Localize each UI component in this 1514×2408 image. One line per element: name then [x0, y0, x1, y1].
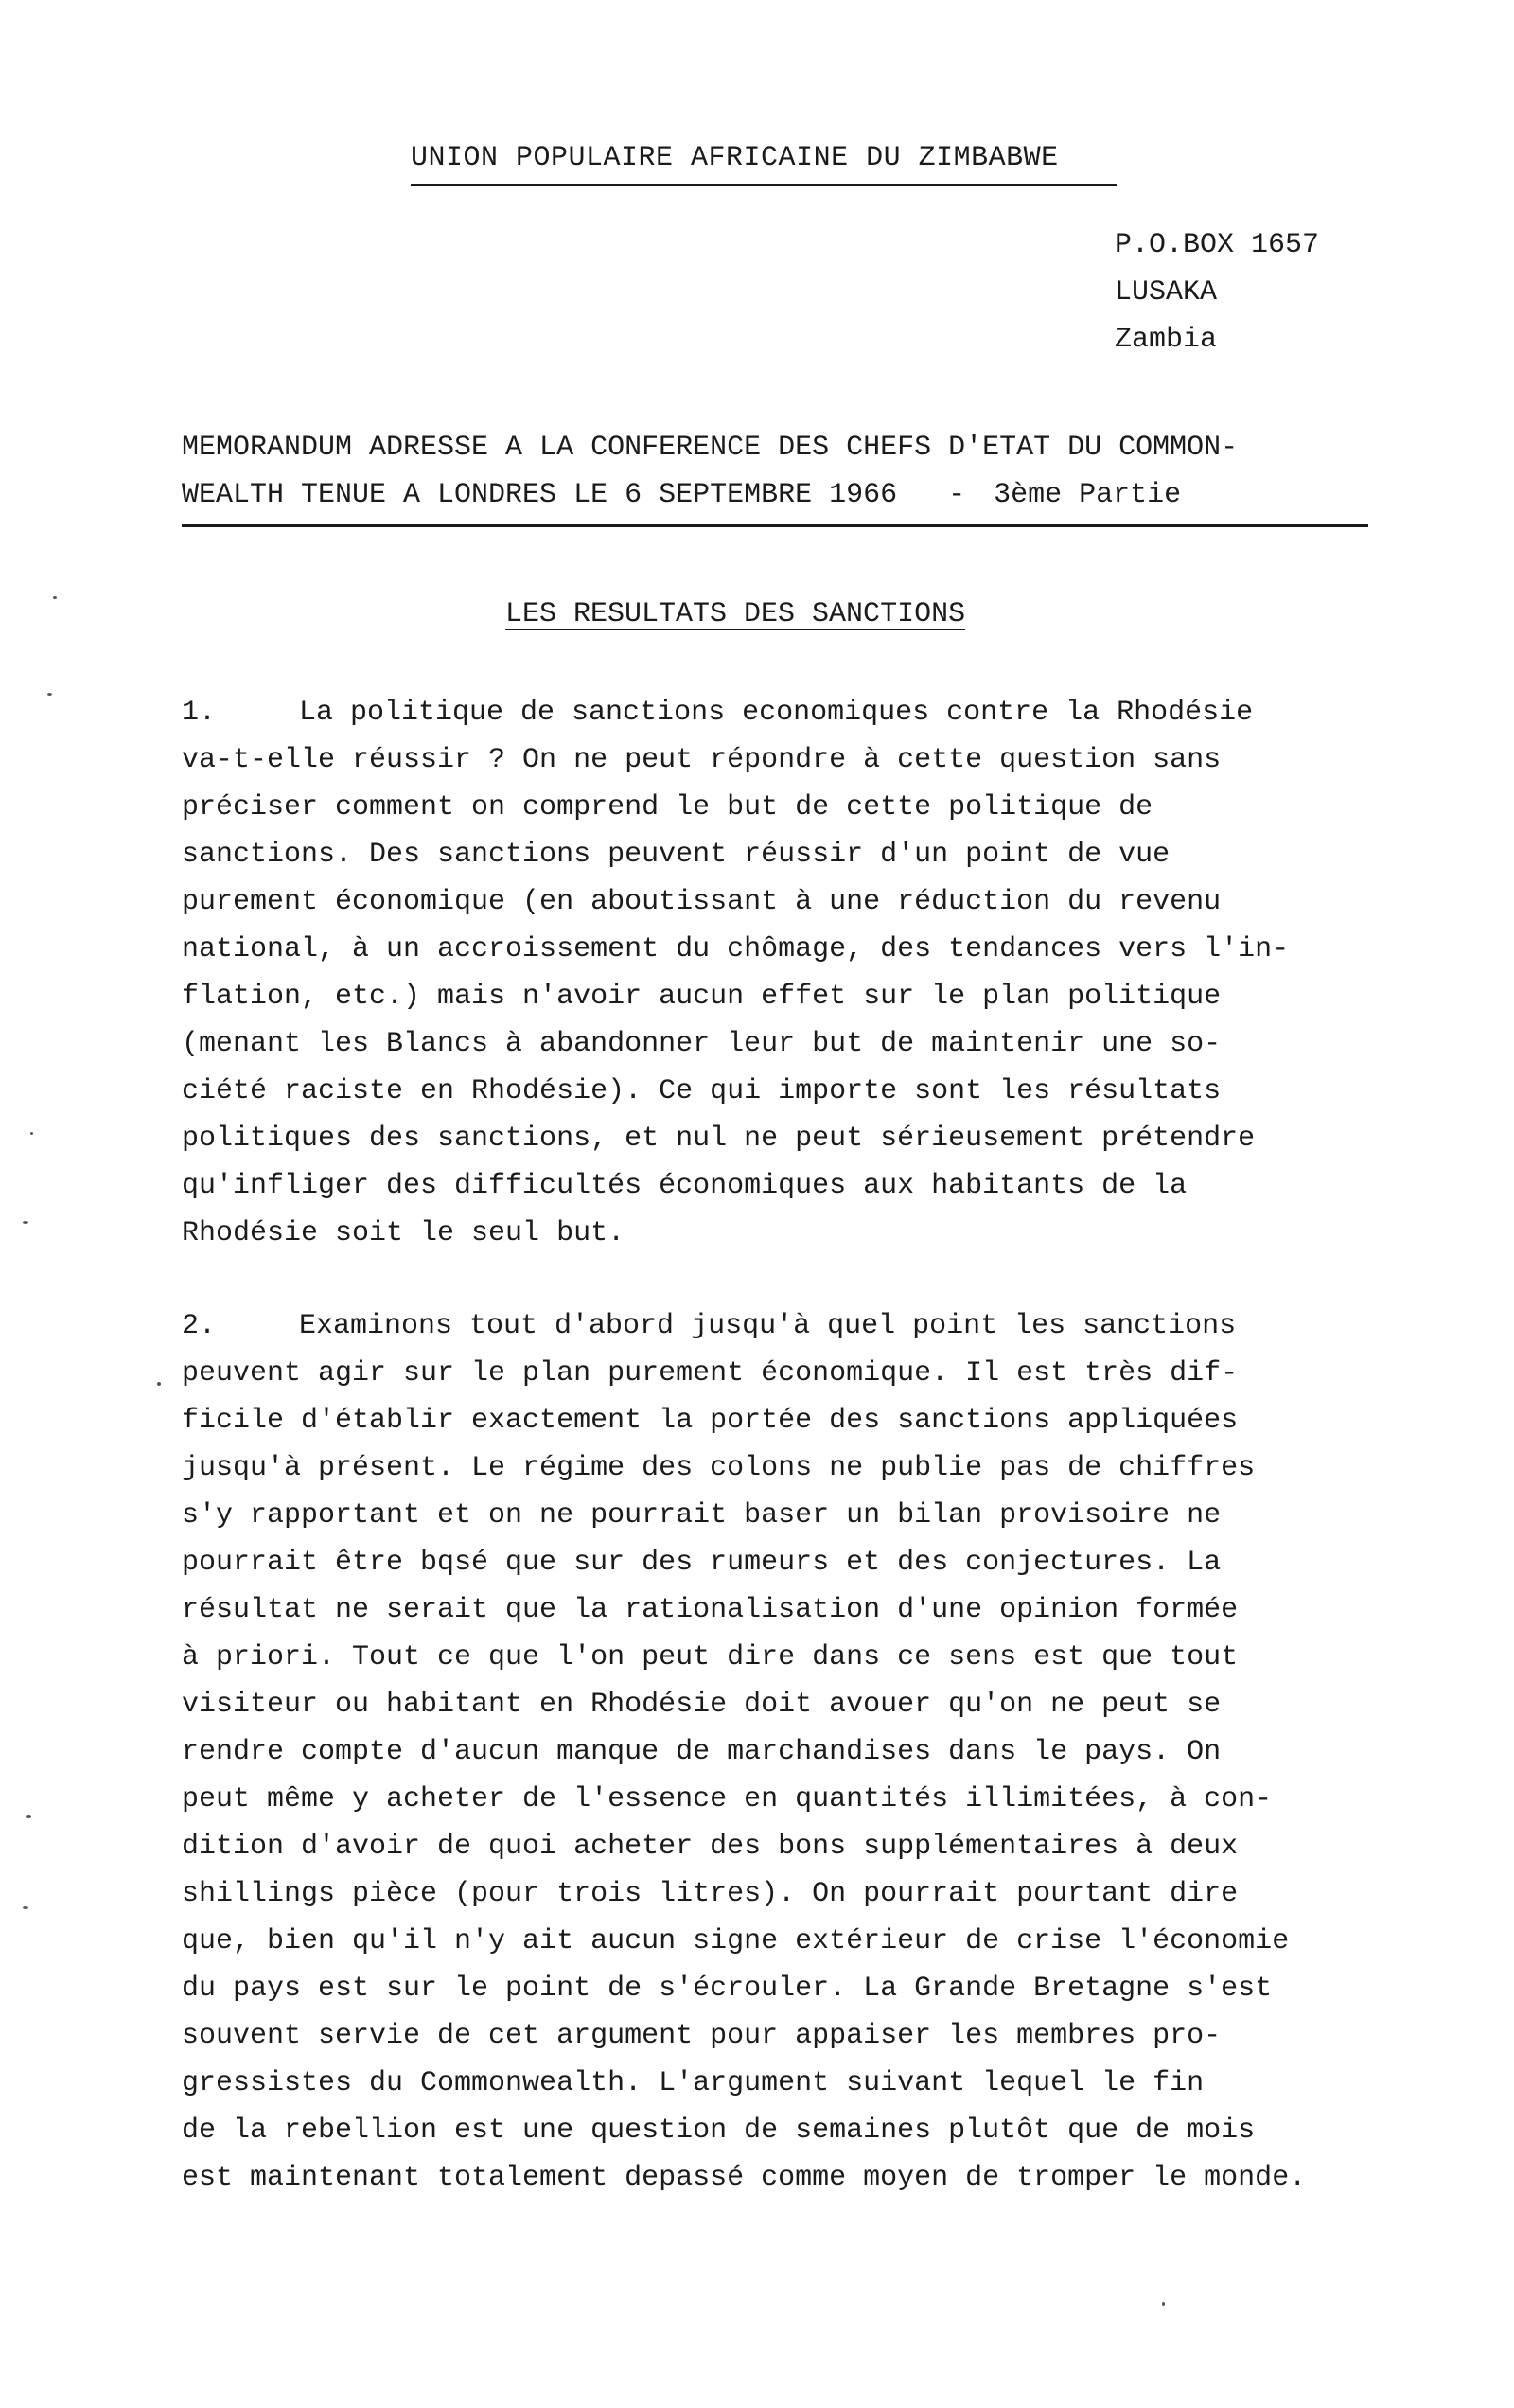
paragraph-line: que, bien qu'il n'y ait aucun signe extérieur de crise l'économie	[182, 1925, 1290, 1957]
paragraph-line: ficile d'établir exactement la portée des sanctions appliquées	[182, 1405, 1239, 1437]
paragraph-line: purement économique (en aboutissant à une réduction du revenu	[182, 886, 1222, 918]
memo-heading	[182, 424, 1368, 527]
paragraph-line: s'y rapportant et on ne pourrait baser un bilan provisoire ne	[182, 1499, 1222, 1532]
paragraph-line: visiteur ou habitant en Rhodésie doit avouer qu'on ne peut se	[182, 1689, 1222, 1721]
paragraph-line: résultat ne serait que la rationalisation d'une opinion formée	[182, 1594, 1239, 1626]
memo-line-2	[182, 471, 1368, 519]
scan-speck	[53, 596, 57, 599]
paragraph-line	[182, 689, 1440, 736]
paragraph-line: à priori. Tout ce que l'on peut dire dans ce sens est que tout	[182, 1641, 1239, 1673]
paragraph-line: sanctions. Des sanctions peuvent réussir d'un point de vue	[182, 839, 1171, 871]
paragraph-line-text: Examinons tout d'abord jusqu'à quel point les sanctions	[299, 1310, 1237, 1342]
scan-speck	[1162, 2302, 1165, 2306]
paragraph-line: peut même y acheter de l'essence en quantités illimitées, à con-	[182, 1783, 1273, 1815]
paragraph-line: souvent servie de cet argument pour appaiser les membres pro-	[182, 2020, 1222, 2052]
paragraph-line: dition d'avoir de quoi acheter des bons supplémentaires à deux	[182, 1831, 1239, 1863]
paragraph-number: 1.	[182, 697, 217, 729]
paragraph-line-text: La politique de sanctions economiques contre la Rhodésie	[299, 697, 1254, 729]
paragraph-line: pourrait être bqsé que sur des rumeurs et des conjectures. La	[182, 1547, 1222, 1579]
paragraph-line: (menant les Blancs à abandonner leur but de maintenir une so-	[182, 1028, 1222, 1060]
address-city: LUSAKA	[1115, 276, 1218, 309]
paragraph-number: 2.	[182, 1310, 217, 1342]
scan-speck	[23, 1906, 28, 1909]
scan-speck	[30, 1132, 33, 1135]
address-block	[1115, 221, 1319, 363]
address-po-box: P.O.BOX 1657	[1115, 229, 1320, 261]
paragraph-line: flation, etc.) mais n'avoir aucun effet sur le plan politique	[182, 981, 1222, 1013]
paragraph-2	[182, 1302, 1440, 2202]
paragraph-line: gressistes du Commonwealth. L'argument suivant lequel le fin	[182, 2067, 1205, 2099]
scan-speck	[157, 1382, 161, 1386]
paragraph-line	[182, 1302, 1440, 1350]
section-title: LES RESULTATS DES SANCTIONS	[505, 598, 966, 630]
paragraph-line: de la rebellion est une question de semaines plutôt que de mois	[182, 2115, 1256, 2147]
address-country: Zambia	[1115, 324, 1218, 356]
paragraph-line: du pays est sur le point de s'écrouler. La Grande Bretagne s'est	[182, 1973, 1273, 2005]
memo-part-label: 3ème Partie	[994, 479, 1182, 511]
paragraph-line: est maintenant totalement depassé comme moyen de tromper le monde.	[182, 2162, 1307, 2194]
paragraph-line: national, à un accroissement du chômage, des tendances vers l'in-	[182, 933, 1290, 965]
organization-title: UNION POPULAIRE AFRICAINE DU ZIMBABWE	[411, 142, 1117, 186]
paragraph-line: jusqu'à présent. Le régime des colons ne publie pas de chiffres	[182, 1452, 1256, 1484]
paragraph-line: peuvent agir sur le plan purement économique. Il est très dif-	[182, 1357, 1239, 1390]
memo-line-2-text: WEALTH TENUE A LONDRES LE 6 SEPTEMBRE 1966 -	[182, 479, 966, 511]
paragraph-line: va-t-elle réussir ? On ne peut répondre à cette question sans	[182, 744, 1222, 776]
paragraph-line: rendre compte d'aucun manque de marchandises dans le pays. On	[182, 1736, 1222, 1768]
paragraph-line: politiques des sanctions, et nul ne peut sérieusement prétendre	[182, 1123, 1256, 1155]
scan-speck	[26, 1815, 31, 1818]
paragraph-line: préciser comment on comprend le but de cette politique de	[182, 791, 1153, 823]
paragraph-line: shillings pièce (pour trois litres). On pourrait pourtant dire	[182, 1878, 1239, 1910]
paragraph-line: qu'infliger des difficultés économiques aux habitants de la	[182, 1170, 1188, 1202]
scan-speck	[47, 693, 52, 696]
scan-speck	[23, 1221, 28, 1224]
paragraph-1	[182, 689, 1440, 1257]
paragraph-line: Rhodésie soit le seul but.	[182, 1217, 625, 1249]
paragraph-line: ciété raciste en Rhodésie). Ce qui importe sont les résultats	[182, 1075, 1222, 1107]
memo-line-1: MEMORANDUM ADRESSE A LA CONFERENCE DES CHEFS D'ETAT DU COMMON-	[182, 432, 1239, 464]
